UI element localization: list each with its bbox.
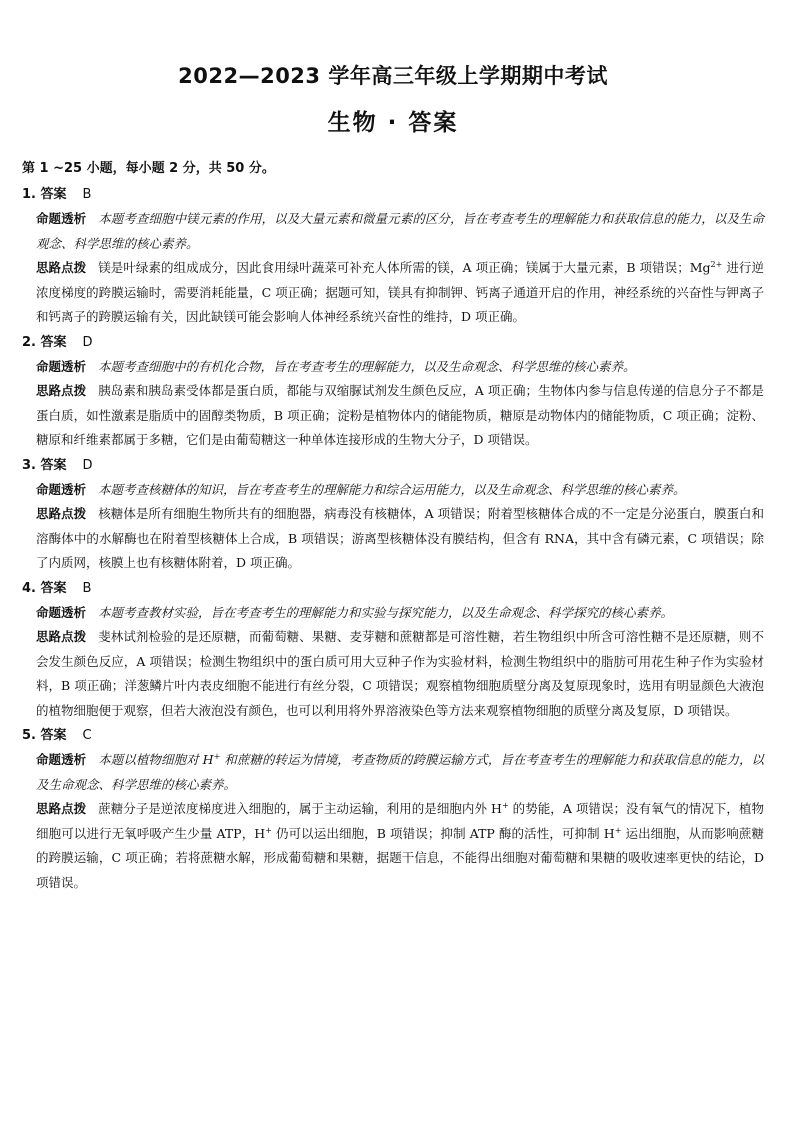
hint-text: 胰岛素和胰岛素受体都是蛋白质，都能与双缩脲试剂发生颜色反应，A 项正确；生物体内参与信息传递的信息分子不都是蛋白质，如性激素是脂质中的固醇类物质，B 项正确；淀粉是植物体内的储能物质，糖原是动物体内的储能物质，C 项正确；淀粉、糖原和纤维素都属于多糖，它们是由葡萄糖这一种单体连接形成的生物大分子，D 项错误。 <box>36 383 764 447</box>
question-2 <box>22 330 764 453</box>
analysis-text: 本题考查教材实验，旨在考查考生的理解能力和实验与探究能力，以及生命观念、科学探究的核心素养。 <box>98 604 674 620</box>
analysis-paragraph <box>22 601 764 626</box>
hint-text: 核糖体是所有细胞生物所共有的细胞器，病毒没有核糖体，A 项错误；附着型核糖体合成的不一定是分泌蛋白，膜蛋白和溶酶体中的水解酶也在附着型核糖体上合成，B 项错误；游离型核糖体没有膜结构，但含有 RNA，其中含有磷元素，C 项错误；除了内质网，核膜上也有核糖体附着，D 项正确。 <box>36 506 764 570</box>
question-number: 1. 答案 <box>22 187 67 202</box>
analysis-text: 本题考查核糖体的知识，旨在考查考生的理解能力和综合运用能力，以及生命观念、科学思维的核心素养。 <box>98 481 686 497</box>
analysis-label: 命题透析 <box>36 481 87 497</box>
analysis-text: 本题考查细胞中的有机化合物，旨在考查考生的理解能力，以及生命观念、科学思维的核心素养。 <box>98 358 636 374</box>
answer-letter: B <box>82 187 92 202</box>
hint-paragraph <box>22 256 764 330</box>
question-header <box>22 723 764 748</box>
question-1 <box>22 182 764 330</box>
analysis-paragraph <box>22 478 764 503</box>
hint-text: 斐林试剂检验的是还原糖，而葡萄糖、果糖、麦芽糖和蔗糖都是可溶性糖，若生物组织中所含可溶性糖不是还原糖，则不会发生颜色反应，A 项错误；检测生物组织中的蛋白质可用大豆种子作为实验材料，检测生物组织中的脂肪可用花生种子作为实验材料，B 项正确；洋葱鳞片叶内表皮细胞不能进行有丝分裂，C 项错误；观察植物细胞质壁分离及复原现象时，选用有明显颜色大液泡的植物细胞便于观察，但若大液泡没有颜色，也可以利用将外界溶液染色等方法来观察植物细胞的质壁分离及复原，D 项错误。 <box>36 629 764 718</box>
hint-text-cont: 运出细胞，从而影响蔗糖的跨膜运输，C 项正确；若将蔗糖水解，形成葡萄糖和果糖，据题干信息，不能得出细胞对葡萄糖和果糖的吸收速率更快的结论，D 项错误。 <box>36 825 764 890</box>
superscript: 2+ <box>710 259 723 269</box>
analysis-label: 命题透析 <box>36 211 87 226</box>
superscript: + <box>614 825 622 835</box>
analysis-label: 命题透析 <box>36 752 87 767</box>
answer-letter: B <box>82 580 92 596</box>
question-header <box>22 182 764 207</box>
question-number: 4. 答案 <box>22 580 67 596</box>
section-intro: 第 1 ~25 小题，每小题 2 分，共 50 分。 <box>22 161 275 176</box>
hint-paragraph <box>22 797 764 895</box>
answer-letter: D <box>82 334 93 350</box>
hint-label: 思路点拨 <box>36 629 87 644</box>
hint-paragraph <box>22 379 764 453</box>
question-number: 5. 答案 <box>22 728 67 743</box>
analysis-text: 本题以植物细胞对 H <box>98 752 214 767</box>
hint-text: 蔗糖分子是逆浓度梯度进入细胞的，属于主动运输，利用的是细胞内外 H <box>98 801 502 816</box>
superscript: + <box>265 825 272 835</box>
exam-subtitle: 生物 · 答案 <box>327 110 459 136</box>
superscript: + <box>213 751 221 761</box>
hint-text: 镁是叶绿素的组成成分，因此食用绿叶蔬菜可补充人体所需的镁，A 项正确；镁属于大量元素，B 项错误；Mg <box>98 260 711 275</box>
question-3 <box>22 453 764 576</box>
superscript: + <box>501 800 509 810</box>
question-number: 2. 答案 <box>22 334 67 350</box>
exam-title: 2022—2023 学年高三年级上学期期中考试 <box>178 64 608 88</box>
answer-letter: D <box>82 457 93 473</box>
hint-label: 思路点拨 <box>36 506 87 521</box>
hint-paragraph <box>22 625 764 723</box>
question-5 <box>22 723 764 895</box>
question-header <box>22 453 764 478</box>
question-4 <box>22 576 764 724</box>
analysis-paragraph <box>22 748 764 797</box>
answer-letter: C <box>82 728 92 743</box>
question-number: 3. 答案 <box>22 457 67 473</box>
hint-text-cont: 的势能，A 项错误；没有氧气的情况下，植物细胞可以进行无氧呼吸产生少量 ATP，H <box>36 801 764 841</box>
hint-text-cont: 进行逆浓度梯度的跨膜运输时，需要消耗能量，C 项正确；据题可知，镁具有抑制钾、钙离子通道开启的作用，神经系统的兴奋性与钾离子和钙离子的跨膜运输有关，因此缺镁可能会影响人体神经系统兴奋性的维持，D 项正确。 <box>36 260 764 324</box>
analysis-text: 本题考查细胞中镁元素的作用，以及大量元素和微量元素的区分，旨在考查考生的理解能力和获取信息的能力，以及生命观念、科学思维的核心素养。 <box>36 211 764 251</box>
analysis-paragraph <box>22 355 764 380</box>
hint-label: 思路点拨 <box>36 801 87 816</box>
question-header <box>22 576 764 601</box>
analysis-paragraph <box>22 207 764 256</box>
hint-label: 思路点拨 <box>36 383 87 398</box>
hint-text-cont: 仍可以运出细胞，B 项错误；抑制 ATP 酶的活性，可抑制 H <box>271 825 615 841</box>
question-header <box>22 330 764 355</box>
analysis-label: 命题透析 <box>36 358 87 374</box>
hint-label: 思路点拨 <box>36 260 87 275</box>
analysis-label: 命题透析 <box>36 604 87 620</box>
hint-paragraph <box>22 502 764 576</box>
analysis-text-cont: 和蔗糖的转运为情境，考查物质的跨膜运输方式，旨在考查考生的理解能力和获取信息的能力，以及生命观念、科学思维的核心素养。 <box>36 752 765 792</box>
